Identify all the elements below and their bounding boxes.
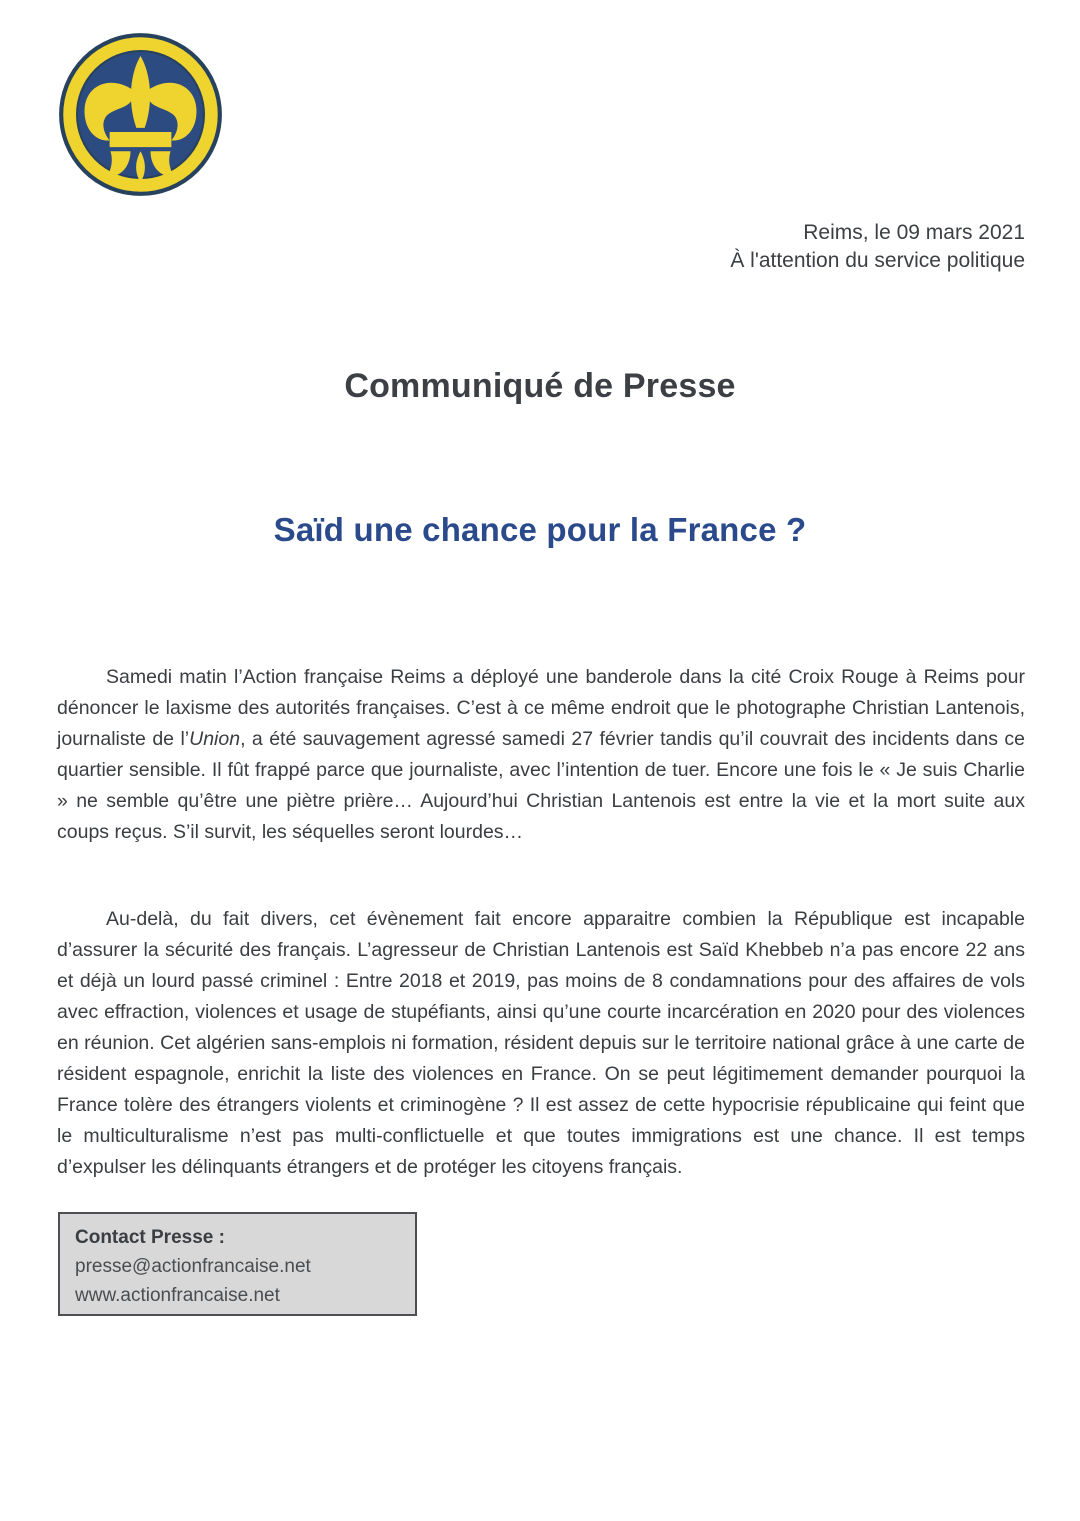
paragraph-1-text-end: , a été sauvagement agressé samedi 27 février tandis qu’il couvrait des incidents dans ce quartier sensible. Il fût frappé parce que journaliste, avec l’intention de tuer. Encore une fois le « Je suis Charlie » ne semble qu’être une piètre prière… Aujourd’hui Christian Lantenois est entre la vie et la mort suite aux coups reçus. S’il survit, les séquelles seront lourdes… xyxy=(57,727,1025,843)
paragraph-2: Au-delà, du fait divers, cet évènement fait encore apparaitre combien la République est incapable d’assurer la sécurité des français. L’agresseur de Christian Lantenois est Saïd Khebbeb n’a pas encore 22 ans et déjà un lourd passé criminel : Entre 2018 et 2019, pas moins de 8 condamnations pour des affaires de vols avec effraction, violences et usage de stupéfiants, ainsi qu’une courte incarcération en 2020 pour des violences en réunion. Cet algérien sans-emplois ni formation, résident depuis sur le territoire national grâce à une carte de résident espagnole, enrichit la liste des violences en France. On se peut légitimement demander pourquoi la France tolère des étrangers violents et criminogène ? Il est assez de cette hypocrisie républicaine qui feint que le multiculturalisme n’est pas multi-conflictuelle et que toutes immigrations est une chance. Il est temps d’expulser les délinquants étrangers et de protéger les citoyens français. xyxy=(57,907,1025,1178)
contact-box xyxy=(58,1212,417,1316)
contact-website: www.actionfrancaise.net xyxy=(75,1285,280,1306)
contact-email: presse@actionfrancaise.net xyxy=(75,1256,311,1277)
press-release-title: Communiqué de Presse xyxy=(344,367,736,405)
paragraph-1 xyxy=(57,662,1025,848)
action-francaise-logo xyxy=(57,31,224,198)
contact-label: Contact Presse : xyxy=(75,1227,225,1248)
date-line: Reims, le 09 mars 2021 xyxy=(803,221,1025,244)
headline: Saïd une chance pour la France ? xyxy=(273,511,807,548)
fleur-de-lis-icon xyxy=(57,31,224,198)
attention-line: À l'attention du service politique xyxy=(730,249,1025,272)
letter-header xyxy=(730,219,1025,275)
paragraph-1-text-start: Samedi matin l’Action française Reims a déployé une banderole dans la cité Croix Rouge à Reims pour dénoncer le laxisme des autorités françaises. C’est à ce même endroit que le photographe Christian Lantenois, journaliste de l’ xyxy=(57,665,1025,750)
paragraph-1-italic-union: Union xyxy=(189,727,241,750)
